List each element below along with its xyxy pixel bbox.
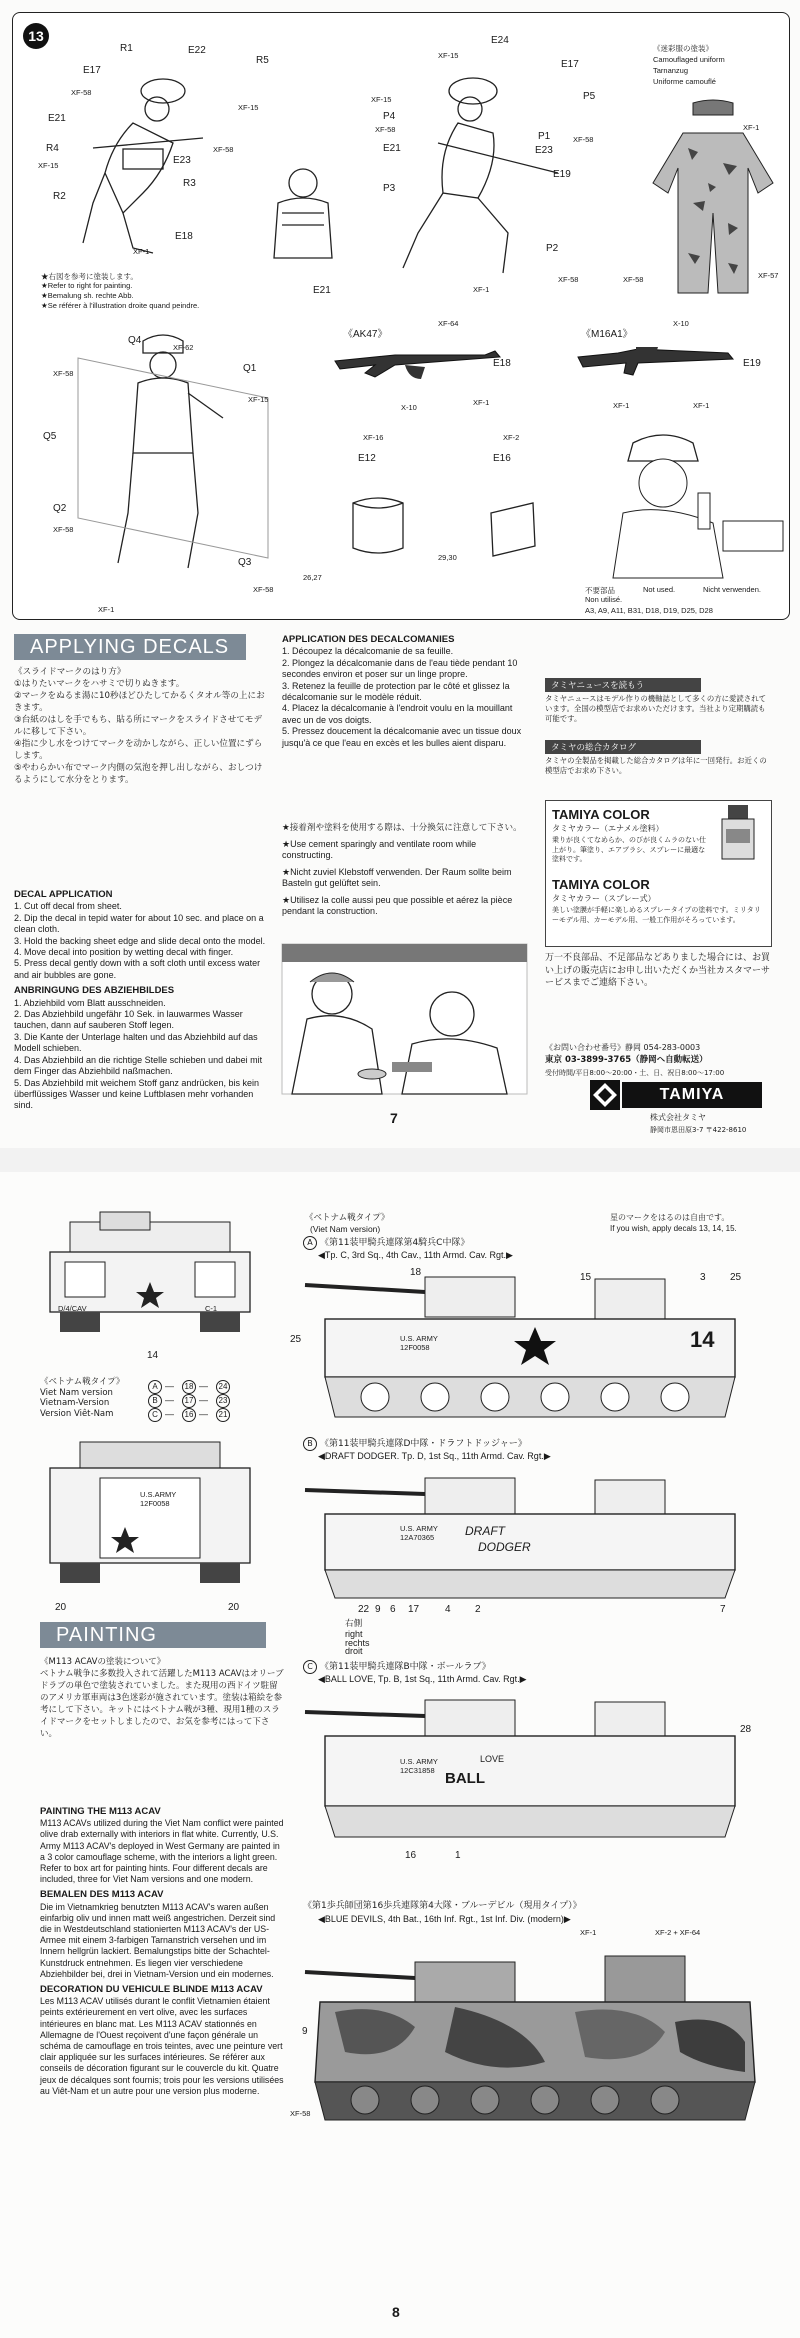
tamiya-star-logo-icon (590, 1080, 620, 1110)
label-xf1g: XF-1 (743, 123, 760, 132)
vent-note-en: ★Use cement sparingly and ventilate room while constructing. (282, 839, 477, 861)
catalog-body: タミヤの全製品を掲載した総合カタログは年に一回発行。お近くの模型店でお求め下さい。 (545, 756, 767, 775)
label-p5: P5 (583, 91, 596, 102)
decal-de-step: 1. Abziehbild vom Blatt ausschneiden. (14, 997, 166, 1008)
painting-banner: PAINTING (40, 1622, 266, 1648)
version-b-jp: 《第11装甲騎兵連隊D中隊・ドラフトドッジャー》 (320, 1439, 527, 1449)
label-p2: P2 (546, 243, 559, 254)
version-a-title-jp (303, 1236, 469, 1250)
version-c-letter: C (303, 1660, 317, 1674)
label-e22: E22 (188, 45, 206, 56)
decal-en-step: 4. Move decal into position by wetting decal with finger. (14, 947, 234, 958)
decal-25-a: 25 (730, 1272, 742, 1283)
rear-army-text: U.S.ARMY (140, 1490, 177, 1499)
label-xf58b: XF-58 (213, 145, 234, 154)
decal-18-a: 18 (410, 1267, 422, 1278)
decal-29-30: 29,30 (438, 553, 457, 562)
painting-en-body: M113 ACAVs utilized during the Viet Nam conflict were painted olive drab externally with interiors in flat white. Currently, U.S. Army M113 ACAV's deployed in West Germany are painted in a 3 color camouflage scheme, with the interiors a light green. Refer to box art for painting hints. Four different decals are included, three for Viet Nam versions and one modern. (40, 1818, 284, 1885)
label-e21a: E21 (48, 113, 66, 124)
decal-de-step: 5. Das Abziehbild mit weichem Stoff ganz andrücken, bis kein überflüssiges Wasser und keine Luftblasen mehr vorhanden sind. (14, 1077, 259, 1111)
front-view-drawing (40, 1212, 260, 1342)
decal-1-c: 1 (455, 1850, 461, 1861)
right-side-labels (345, 1618, 370, 1656)
label-xf58i: XF-58 (623, 275, 644, 284)
vehicle-modern-camo-drawing (305, 1942, 765, 2122)
label-xf58h: XF-58 (253, 585, 274, 594)
decal-de-step: 3. Die Kante der Unterlage halten und das Abziehbild auf das Modell schieben. (14, 1031, 258, 1054)
camo-title-fr: Uniforme camouflé (653, 77, 716, 86)
label-e18a: E18 (175, 231, 193, 242)
decal-14-front: 14 (147, 1350, 159, 1361)
vehicle-c-name-1: BALL (445, 1770, 485, 1787)
label-e23a: E23 (173, 155, 191, 166)
paint-note-en: ★Refer to right for painting. (41, 281, 133, 290)
decal-application-fr (282, 634, 527, 749)
page-number-7: 7 (390, 1110, 398, 1126)
label-r5: R5 (256, 55, 269, 66)
decal-fr-step: 3. Retenez la feuille de protection par le côté et glissez la décalcomanie sur le modèle réduit. (282, 680, 510, 703)
label-xf15b: XF-15 (38, 161, 59, 170)
unused-en: Not used. (643, 585, 676, 594)
tamiya-news-header: タミヤニュースを読もう (545, 678, 701, 692)
painting-en (40, 1802, 285, 2097)
label-r2: R2 (53, 191, 66, 202)
painting-jp-body: ベトナム戦争に多数投入されて活躍したM113 ACAVはオリーブドラブの単色で塗装されていました。また現用の西ドイツ駐留のアメリカ軍車両は3色迷彩が施されています。塗装は箱絵を参考にして下さい。キットにはベトナム戦が3種、現用1種のスライドマークをセットしましたので、お気を参考にはって下さい。 (40, 1669, 284, 1739)
missing-parts-notice: 万一不良部品、不足部品などありました場合には、お買い上げの販売店にお申し出いただくか当社カスタマーサービスまでご連絡下さい。 (545, 953, 771, 988)
inquiry-number: 《お問い合わせ番号》静岡 054-283-0003 (545, 1043, 701, 1052)
label-x10b: X-10 (673, 319, 689, 328)
camo-title-de: Tarnanzug (653, 66, 689, 75)
m16a1-rifle (578, 343, 738, 383)
painter-cartoon (603, 433, 793, 578)
decal-fr-step: 2. Plongez la décalcomanie dans de l'eau tiède pendant 10 secondes environ et poser sur un linge propre. (282, 657, 518, 680)
label-p4: P4 (383, 111, 396, 122)
legend-version: A (148, 1380, 162, 1394)
label-xf58d: XF-58 (573, 135, 594, 144)
label-xf57: XF-57 (758, 271, 779, 280)
front-marking-left: D/4/CAV (58, 1304, 87, 1313)
legend-decal: 16 (182, 1408, 196, 1422)
label-e21c: E21 (313, 285, 331, 296)
vehicle-c-serial: 12C31858 (400, 1766, 435, 1775)
manual-page-7 (0, 0, 800, 1148)
label-e19b: E19 (743, 358, 761, 369)
legend-row: A — 18 — 24 (148, 1380, 233, 1394)
paint-note-jp: ★右図を参考に塗装します。 (41, 272, 138, 281)
tamiya-color-logo-2: TAMIYA COLOR (552, 877, 650, 892)
paint-bottle-icon (716, 805, 761, 865)
tamiya-color-sub-2: タミヤカラー（スプレー式） (552, 894, 656, 903)
vehicle-a-army: U.S. ARMY (400, 1334, 438, 1343)
paint-note-de: ★Bemalung sh. rechte Abb. (41, 291, 134, 300)
q-frame-outline (68, 358, 288, 568)
decal-22-b: 22 (358, 1604, 370, 1615)
legend-jp: 《ベトナム戦タイプ》 (40, 1377, 125, 1387)
unused-de: Nicht verwenden. (703, 585, 761, 594)
label-xf2: XF-2 (503, 433, 520, 442)
decal-fr-step: 5. Pressez doucement la décalcomanie avec un tissue doux jusqu'à ce que l'eau en excès et les bulles aient disparu. (282, 726, 522, 748)
tamiya-color-logo-1: TAMIYA COLOR (552, 807, 650, 822)
label-e19a: E19 (553, 169, 571, 180)
tamiya-color-body-2: 美しい塗膜が手軽に楽しめるスプレータイプの塗料です。ミリタリーモデル用、カーモデル用、一般工作用がそろっています。 (552, 906, 761, 924)
label-xf58e: XF-58 (558, 275, 579, 284)
decal-en-step: 3. Hold the backing sheet edge and slide decal onto the model. (14, 935, 266, 946)
version-c-jp: 《第11装甲騎兵連隊B中隊・ボールラブ》 (320, 1662, 491, 1672)
camouflage-uniform-figure (653, 103, 773, 303)
decal-26-27: 26,27 (303, 573, 322, 582)
tamiya-logo: TAMIYA (622, 1082, 762, 1108)
decal-15-a: 15 (580, 1272, 592, 1283)
legend-row: C — 16 — 21 (148, 1408, 233, 1422)
label-xf15d: XF-15 (371, 95, 392, 104)
label-p1: P1 (538, 131, 551, 142)
slide-mark-jp (14, 666, 269, 786)
decal-de-step: 4. Das Abziehbild an die richtige Stelle schieben und dabei mit dem Finger das Abziehbild naßmachen. (14, 1054, 263, 1077)
version-b-title-en: ◀DRAFT DODGER. Tp. D, 1st Sq., 11th Armd. Cav. Rgt.▶ (318, 1451, 551, 1461)
painting-de-body: Die im Vietnamkrieg benutzten M113 ACAV's waren außen einfarbig oliv und innen matt weiß angestrichen. Derzeit sind die in Westdeutschland stationierten M113 ACAV's der US-Armee mit einem 3-farbigen Tarnanstrich versehen und im Innern hellgrün lackiert. Bemalungstips bitte der Schachtel-Kunstdruck entnehmen. Es liegen vier verschiedene Abziehbilder bei, drei in Vietnam-Version und ein modernes. (40, 1901, 276, 1979)
label-xf58f: XF-58 (53, 369, 74, 378)
painting-en-title: PAINTING THE M113 ACAV (40, 1806, 161, 1817)
label-xf58c: XF-58 (375, 125, 396, 134)
office-hours: 受付時間/平日8:00〜20:00・土、日、祝日8:00〜17:00 (545, 1069, 725, 1077)
legend-version: B (148, 1394, 162, 1408)
legend-en: Viet Nam version (40, 1387, 113, 1398)
soldier-figure-r (53, 53, 223, 263)
legend-de: Vietnam-Version (40, 1398, 110, 1408)
label-q5: Q5 (43, 431, 57, 442)
label-xf62: XF-62 (173, 343, 194, 352)
slide-jp-step: ②マークをぬるま湯に10秒ほどひたしてかるくタオル等の上におきます。 (14, 691, 265, 713)
torso-figure-e21 (258, 163, 348, 283)
decal-de-title: ANBRINGUNG DES ABZIEHBILDES (14, 985, 175, 997)
decal-6-b: 6 (390, 1604, 396, 1615)
decal-16-c: 16 (405, 1850, 417, 1861)
slide-mark-jp-title: 《スライドマークのはり方》 (14, 667, 126, 677)
vent-note-fr: ★Utilisez la colle aussi peu que possible et aérez la pièce pendant la construction. (282, 894, 513, 917)
decal-fr-title: APPLICATION DES DECALCOMANIES (282, 634, 455, 645)
step-13-panel (12, 12, 790, 620)
slide-jp-step: ①はりたいマークをハサミで切りぬきます。 (14, 679, 185, 689)
legend-decal: 21 (216, 1408, 230, 1422)
front-marking-right: C-1 (205, 1304, 218, 1313)
label-xf1f: XF-1 (693, 401, 710, 410)
vehicle-b-army: U.S. ARMY (400, 1524, 438, 1533)
version-c-title-en: ◀BALL LOVE, Tp. B, 1st Sq., 11th Armd. Cav. Rgt.▶ (318, 1674, 527, 1684)
legend-fr: Version Viêt-Nam (40, 1408, 114, 1419)
legend-decal: 17 (182, 1394, 196, 1408)
version-b-title-jp (303, 1437, 527, 1451)
version-legend-table (148, 1380, 233, 1422)
version-a-jp: 《第11装甲騎兵連隊第4騎兵C中隊》 (320, 1238, 470, 1248)
label-ak47: 《AK47》 (343, 329, 388, 340)
tamiya-color-body-1: 乗りが良くてなめらか、のびが良くムラのない仕上がり。筆塗り、エアブラシ、スプレーに最適な塗料です。 (552, 836, 706, 863)
legend-decal: 24 (216, 1380, 230, 1394)
soldier-figure-p (398, 63, 568, 288)
decal-en-step: 1. Cut off decal from sheet. (14, 901, 122, 912)
optional-decal-jp: 星のマークをはるのは自由です。 (610, 1213, 730, 1222)
version-c-title-jp (303, 1660, 491, 1674)
right-side-de: rechts (345, 1637, 370, 1648)
legend-row: B — 17 — 23 (148, 1394, 233, 1408)
version-b-letter: B (303, 1437, 317, 1451)
vehicle-b-serial: 12A70365 (400, 1533, 435, 1542)
vehicle-a-number: 14 (690, 1327, 715, 1352)
page-gap (0, 1148, 800, 1172)
label-q2: Q2 (53, 503, 67, 514)
step-number: 13 (23, 23, 49, 49)
decal-2-b: 2 (475, 1604, 481, 1615)
painting-fr-title: DECORATION DU VEHICULE BLINDE M113 ACAV (40, 1984, 263, 1996)
camo-title-jp: 《迷彩服の塗装》 (653, 44, 713, 53)
label-e12: E12 (358, 453, 376, 464)
label-xf1c: XF-1 (98, 605, 115, 614)
catalog-header: タミヤの総合カタログ (545, 740, 701, 754)
vehicle-b-side-drawing (305, 1470, 755, 1600)
label-p3: P3 (383, 183, 396, 194)
decal-application-title: DECAL APPLICATION (14, 889, 113, 900)
label-xf15e: XF-15 (248, 395, 269, 404)
label-xf1d: XF-1 (473, 398, 490, 407)
painting-jp (40, 1656, 285, 1740)
slide-jp-step: ③台紙のはしを手でもち、貼る所にマークをスライドさせてモデルに移して下さい。 (14, 715, 263, 737)
decal-28-c: 28 (740, 1724, 752, 1735)
label-xf16: XF-16 (363, 433, 384, 442)
label-e21b: E21 (383, 143, 401, 154)
modern-paint-xf58: XF-58 (290, 2109, 311, 2118)
label-r4: R4 (46, 143, 59, 154)
applying-decals-banner: APPLYING DECALS (14, 634, 246, 660)
version-a-letter: A (303, 1236, 317, 1250)
ak47-rifle (335, 343, 505, 383)
modern-paint-xf2-xf64: XF-2 + XF-64 (655, 1928, 701, 1937)
version-modern-title-jp: 《第1歩兵師団第16歩兵連隊第4大隊・ブルーデビル（現用タイプ）》 (303, 1901, 582, 1911)
viet-header-jp: 《ベトナム戦タイプ》 (305, 1213, 390, 1223)
label-e18b: E18 (493, 358, 511, 369)
viet-header-en: (Viet Nam version) (310, 1224, 381, 1234)
decal-20-rear-left: 20 (55, 1602, 67, 1613)
label-m16: 《M16A1》 (581, 329, 633, 340)
page-number-8: 8 (392, 2304, 400, 2320)
vehicle-c-army: U.S. ARMY (400, 1757, 438, 1766)
camo-title-en: Camouflaged uniform (653, 55, 725, 64)
decal-application-en (14, 885, 269, 1112)
label-e23b: E23 (535, 145, 553, 156)
label-xf64: XF-64 (438, 319, 459, 328)
company-name: 株式会社タミヤ (650, 1113, 706, 1122)
legend-decal: 18 (182, 1380, 196, 1394)
decal-20-rear-right: 20 (228, 1602, 240, 1613)
vehicle-a-serial: 12F0058 (400, 1343, 430, 1352)
manual-page-8 (0, 1172, 800, 2338)
slide-jp-step: ⑤やわらかい布でマーク内側の気泡を押し出しながら、おしつけるようにして水分をとります。 (14, 763, 263, 785)
version-legend-title (40, 1377, 124, 1419)
vent-note-de: ★Nicht zuviel Klebstoff verwenden. Der Raum sollte beim Basteln gut gelüftet sein. (282, 866, 512, 889)
version-a-title-en: ◀Tp. C, 3rd Sq., 4th Cav., 11th Armd. Cav. Rgt.▶ (318, 1250, 513, 1260)
decal-en-step: 5. Press decal gently down with a soft cloth until excess water and air bubbles are gone. (14, 958, 261, 980)
modern-paint-xf1: XF-1 (580, 1928, 597, 1937)
unused-parts: A3, A9, A11, B31, D18, D19, D25, D28 (585, 606, 713, 615)
tamiya-color-sub-1: タミヤカラー（エナメル塗料） (552, 824, 664, 833)
legend-decal: 23 (216, 1394, 230, 1408)
label-r1: R1 (120, 43, 133, 54)
painting-jp-title: 《M113 ACAVの塗装について》 (40, 1657, 166, 1667)
decal-fr-step: 1. Découpez la décalcomanie de sa feuille. (282, 646, 454, 657)
label-xf58a: XF-58 (71, 88, 92, 97)
label-x10a: X-10 (401, 403, 417, 412)
right-side-fr: droit (345, 1646, 363, 1656)
unused-fr: Non utilisé. (585, 595, 623, 604)
version-modern-title-en: ◀BLUE DEVILS, 4th Bat., 16th Inf. Rgt., 1st Inf. Div. (modern)▶ (318, 1914, 571, 1924)
vehicle-b-name-1: DRAFT (465, 1524, 505, 1538)
label-r3: R3 (183, 178, 196, 189)
ventilation-notes (282, 822, 527, 922)
label-q3: Q3 (238, 557, 252, 568)
label-xf15a: XF-15 (238, 103, 259, 112)
label-e17a: E17 (83, 65, 101, 76)
tamiya-news-body: タミヤニュースはモデル作りの機軸誌として多くの方に愛読されています。全国の模型店でお求めいただけます。当社より定期購読も可能です。 (545, 694, 766, 723)
decal-fr-step: 4. Placez la décalcomanie à l'endroit voulu en la mouillant avec un de vos doigts. (282, 703, 513, 725)
slide-jp-step: ④指に少し水をつけてマークを动かしながら、正しい位置にずらします。 (14, 739, 263, 761)
decal-9-b: 9 (375, 1604, 381, 1615)
rear-view-drawing (40, 1442, 260, 1592)
decal-9-modern: 9 (302, 2026, 308, 2037)
label-e17b: E17 (561, 59, 579, 70)
vent-note-jp: ★接着剤や塗料を使用する際は、十分換気に注意して下さい。 (282, 823, 522, 833)
decal-25-a-side: 25 (290, 1334, 302, 1345)
decal-de-step: 2. Das Abziehbild ungefähr 10 Sek. in lauwarmes Wasser tauchen, dann auf sauberen Stoff legen. (14, 1009, 243, 1031)
label-e24: E24 (491, 35, 509, 46)
decal-4-b: 4 (445, 1604, 451, 1615)
label-xf15c: XF-15 (438, 51, 459, 60)
label-xf1a: XF-1 (133, 247, 150, 256)
decal-en-step: 2. Dip the decal in tepid water for about 10 sec. and place on a clean cloth. (14, 912, 264, 935)
unused-jp: 不要部品 (585, 586, 615, 595)
label-q1: Q1 (243, 363, 257, 374)
legend-version: C (148, 1408, 162, 1422)
label-xf58g: XF-58 (53, 525, 74, 534)
vehicle-b-name-2: DODGER (478, 1540, 531, 1554)
optional-decal-en: If you wish, apply decals 13, 14, 15. (610, 1224, 737, 1233)
company-address: 静岡市恩田原3-7 〒422-8610 (650, 1126, 747, 1134)
rear-serial: 12F0058 (140, 1499, 170, 1508)
right-side-en: right (345, 1629, 363, 1639)
vehicle-a-side-drawing (305, 1267, 755, 1417)
label-q4: Q4 (128, 335, 142, 346)
decal-3-a: 3 (700, 1272, 706, 1283)
label-e16: E16 (493, 453, 511, 464)
decal-7-b: 7 (720, 1604, 726, 1615)
label-xf1e: XF-1 (613, 401, 630, 410)
cylinder-part-e12 (348, 493, 408, 563)
painting-fr-body: Les M113 ACAV utilisés durant le conflit Vietnamien étaient peints extérieurement en vert olive, avec les surfaces intérieures en blanc mat. Les M113 ACAV stationnés en Allemagne de l'Ouest reçoivent d'une façon générale un schéma de camouflage en trois teintes, avec une peinture vert clair appliquée sur les surfaces intérieures. Se référer aux conseils de décoration figurant sur le couvercle du kit. Quatre jeux de décalques sont fournis; trois pour les versions utilisées au Viêt-Nam et un autre pour une version plus moderne. (40, 1996, 284, 2096)
vehicle-c-name-2: LOVE (480, 1754, 505, 1764)
tamiya-color-ad (545, 800, 772, 947)
decal-17-b: 17 (408, 1604, 420, 1615)
label-xf1b: XF-1 (473, 285, 490, 294)
right-side-jp: 右側 (345, 1619, 363, 1629)
painting-de-title: BEMALEN DES M113 ACAV (40, 1889, 164, 1901)
paint-note-fr: ★Se référer à l'illustration droite quand peindre. (41, 301, 200, 310)
vehicle-c-side-drawing (305, 1692, 755, 1842)
tokyo-number: 東京 03-3899-3765（静岡へ自動転送） (545, 1055, 708, 1065)
cylinder-part-e16 (483, 498, 543, 568)
decal-work-cartoon (282, 944, 527, 1094)
